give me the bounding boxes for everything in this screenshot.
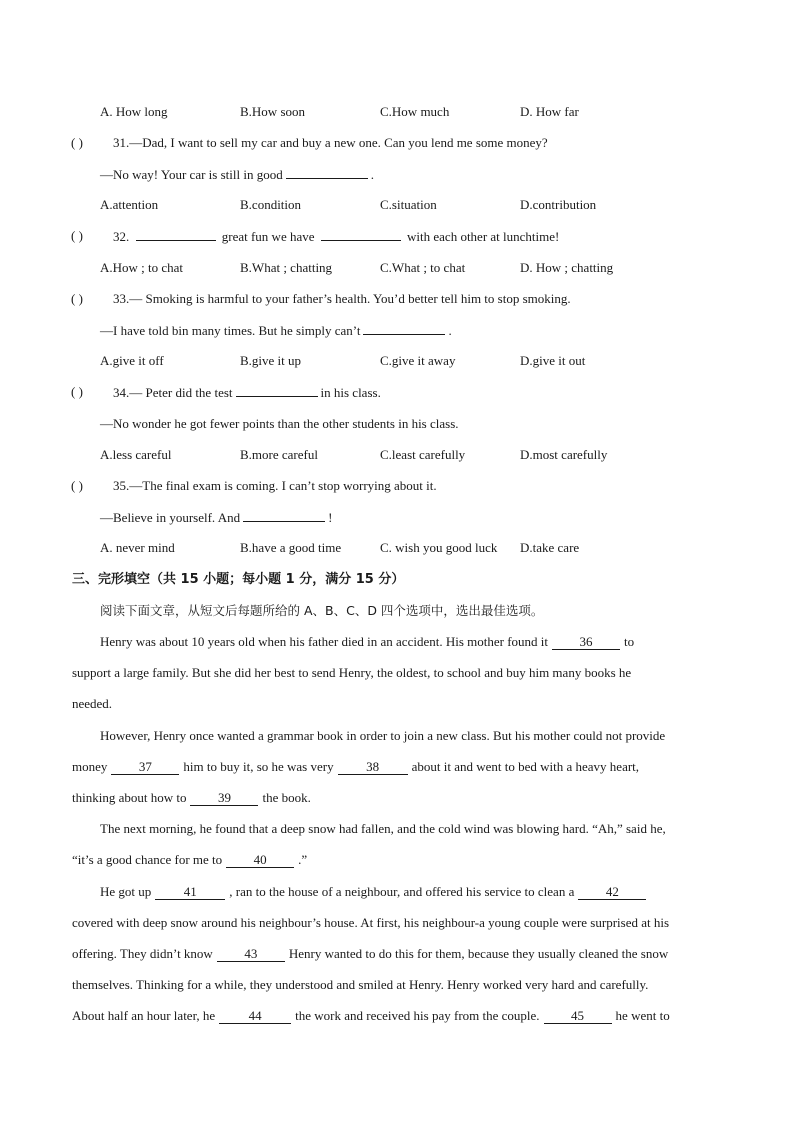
option-c: C.What ; to chat xyxy=(380,260,466,275)
question-stem: 33.— Smoking is harmful to your father’s health. You’d better tell him to stop smoking. xyxy=(113,291,571,306)
cloze-blank-41[interactable]: 41 xyxy=(155,884,225,900)
option-c: C. wish you good luck xyxy=(380,540,498,555)
option-d: D. How ; chatting xyxy=(520,260,614,275)
question-line2: —No wonder he got fewer points than the other students in his class. xyxy=(100,416,459,431)
answer-paren[interactable]: ( ) xyxy=(71,384,83,399)
answer-blank[interactable] xyxy=(286,165,368,179)
answer-blank[interactable] xyxy=(136,227,216,241)
passage-line: He got up 41 , ran to the house of a neighbour, and offered his service to clean a 42 xyxy=(100,883,650,901)
option-d: D.give it out xyxy=(520,353,586,368)
q30-option-c: C.How much xyxy=(380,104,450,119)
option-c: C.situation xyxy=(380,197,437,212)
cloze-blank-39[interactable]: 39 xyxy=(190,790,258,806)
option-d: D.take care xyxy=(520,540,580,555)
answer-paren[interactable]: ( ) xyxy=(71,228,83,243)
passage-line: However, Henry once wanted a grammar book in order to join a new class. But his mother could not provide xyxy=(100,728,666,743)
answer-blank[interactable] xyxy=(243,508,325,522)
passage-line: The next morning, he found that a deep snow had fallen, and the cold wind was blowing hard. “Ah,” said he, xyxy=(100,821,666,836)
passage-line: About half an hour later, he 44 the work and received his pay from the couple. 45 he went to xyxy=(72,1008,670,1023)
passage-line: support a large family. But she did her best to send Henry, the oldest, to school and buy him many books he xyxy=(72,665,632,680)
option-d: D.contribution xyxy=(520,197,597,212)
passage-line: offering. They didn’t know 43 Henry wanted to do this for them, because they usually cleaned the snow xyxy=(72,946,669,961)
q30-option-a: A. How long xyxy=(100,104,168,119)
passage-line: Henry was about 10 years old when his father died in an accident. His mother found it 36 to xyxy=(100,634,635,649)
section-instruction: 阅读下面文章，从短文后每题所给的 A、B、C、D 四个选项中，选出最佳选项。 xyxy=(100,603,544,618)
option-b: B.condition xyxy=(240,197,302,212)
passage-line: “it’s a good chance for me to 40 .” xyxy=(72,852,308,867)
question-stem: 35.—The final exam is coming. I can’t stop worrying about it. xyxy=(113,478,437,493)
option-c: C.give it away xyxy=(380,353,456,368)
passage-line: thinking about how to 39 the book. xyxy=(72,790,311,805)
question-stem: 31.—Dad, I want to sell my car and buy a new one. Can you lend me some money? xyxy=(113,135,548,150)
answer-blank[interactable] xyxy=(321,227,401,241)
question-line2: —No way! Your car is still in good . xyxy=(100,167,374,182)
q30-option-b: B.How soon xyxy=(240,104,306,119)
passage-line: money 37 him to buy it, so he was very 38 about it and went to bed with a heavy heart, xyxy=(72,759,640,774)
passage-line: covered with deep snow around his neighbour’s house. At first, his neighbour-a young couple were surprised at his xyxy=(72,915,670,930)
answer-paren[interactable]: ( ) xyxy=(71,478,83,493)
question-line2: —Believe in yourself. And ! xyxy=(100,510,333,525)
option-c: C.least carefully xyxy=(380,447,466,462)
cloze-blank-36[interactable]: 36 xyxy=(552,634,620,650)
cloze-blank-45[interactable]: 45 xyxy=(544,1008,612,1024)
q30-option-d: D. How far xyxy=(520,104,579,119)
section-title: 三、完形填空（共 15 小题；每小题 1 分，满分 15 分） xyxy=(72,572,405,587)
option-d: D.most carefully xyxy=(520,447,608,462)
passage-line: themselves. Thinking for a while, they understood and smiled at Henry. Henry worked very hard and carefully. xyxy=(72,977,649,992)
option-a: A. never mind xyxy=(100,540,175,555)
answer-blank[interactable] xyxy=(236,383,318,397)
answer-paren[interactable]: ( ) xyxy=(71,291,83,306)
cloze-blank-40[interactable]: 40 xyxy=(226,852,294,868)
option-b: B.What ; chatting xyxy=(240,260,333,275)
cloze-blank-42[interactable]: 42 xyxy=(578,884,646,900)
cloze-blank-43[interactable]: 43 xyxy=(217,946,285,962)
option-a: A.give it off xyxy=(100,353,164,368)
option-a: A.less careful xyxy=(100,447,172,462)
option-b: B.more careful xyxy=(240,447,318,462)
cloze-blank-44[interactable]: 44 xyxy=(219,1008,291,1024)
cloze-blank-38[interactable]: 38 xyxy=(338,759,408,775)
answer-paren[interactable]: ( ) xyxy=(71,135,83,150)
question-line2: —I have told bin many times. But he simply can’t . xyxy=(100,323,452,338)
option-b: B.give it up xyxy=(240,353,302,368)
option-a: A.How ; to chat xyxy=(100,260,184,275)
option-b: B.have a good time xyxy=(240,540,342,555)
passage-line: needed. xyxy=(72,696,113,711)
question-stem: 32. great fun we have with each other at lunchtime! xyxy=(113,229,560,244)
answer-blank[interactable] xyxy=(363,321,445,335)
option-a: A.attention xyxy=(100,197,159,212)
question-stem: 34.— Peter did the test in his class. xyxy=(113,385,381,400)
cloze-blank-37[interactable]: 37 xyxy=(111,759,179,775)
